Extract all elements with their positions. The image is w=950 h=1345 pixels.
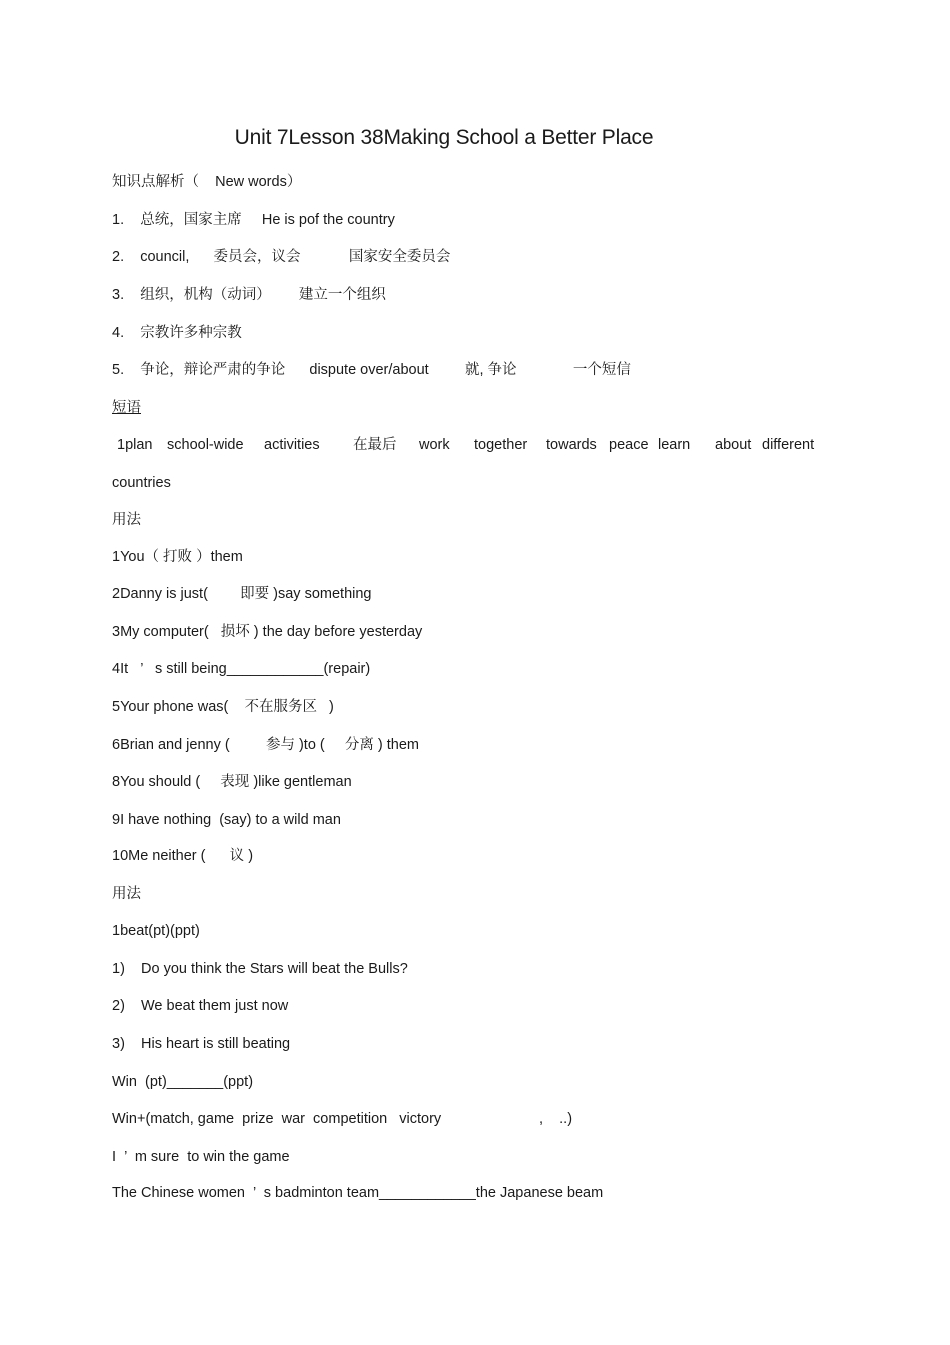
phrase-word: peace (609, 437, 649, 453)
list-item: 1. 总统，国家主席 He is pof the country (112, 212, 395, 228)
phrase-word: activities (264, 437, 320, 453)
exercise-line: 5Your phone was( 不在服务区 ) (112, 699, 334, 715)
list-item: 5. 争论，辩论严肃的争论 dispute over/about 就, 争论 一个短信 (112, 362, 631, 378)
phrase-word: learn (658, 437, 691, 453)
usage-win-tail: , ..) (539, 1111, 573, 1127)
phrase-word: about (715, 437, 752, 453)
example-sentence: 3) His heart is still beating (112, 1036, 291, 1052)
example-sentence: 2) We beat them just now (112, 998, 289, 1014)
phrase-word: 1plan (117, 437, 153, 453)
exercise-line: 4It ’ s still being____________(repair) (112, 661, 371, 677)
exercise-line: 3My computer( 损坏 ) the day before yesterday (112, 624, 423, 640)
section-heading-new-words: 知识点解析（ New words） (112, 174, 302, 190)
exercise-line: 10Me neither ( 议 ) (112, 848, 254, 864)
list-item: 2. council, 委员会，议会 国家安全委员会 (112, 249, 451, 265)
phrase-word: work (419, 437, 450, 453)
exercise-line: 2Danny is just( 即要 )say something (112, 586, 372, 602)
phrase-line-continued: countries (112, 475, 171, 491)
exercise-line: 6Brian and jenny ( 参与 )to ( 分离 ) them (112, 737, 420, 753)
exercise-line: 8You should ( 表现 )like gentleman (112, 774, 352, 790)
example-sentence: The Chinese women ’ s badminton team____________the Japanese beam (112, 1185, 604, 1201)
phrase-word: 在最后 (353, 437, 397, 453)
usage-win-text: Win+(match, game prize war competition victory (112, 1111, 442, 1127)
usage-line-win (112, 1109, 612, 1129)
phrase-word: together (474, 437, 528, 453)
example-sentence: 1) Do you think the Stars will beat the Bulls? (112, 961, 408, 977)
exercise-line: 9I have nothing (say) to a wild man (112, 812, 341, 828)
page-title: Unit 7Lesson 38Making School a Better Place (234, 126, 654, 149)
phrase-word: school-wide (167, 437, 244, 453)
phrase-word: towards (546, 437, 597, 453)
usage-line: 1beat(pt)(ppt) (112, 923, 200, 939)
list-item: 4. 宗教许多种宗教 (112, 325, 242, 341)
phrase-line (112, 435, 832, 455)
phrase-word: different (762, 437, 815, 453)
exercise-line: 1You（ 打败 ）them (112, 549, 243, 565)
list-item: 3. 组织，机构（动词） 建立一个组织 (112, 287, 386, 303)
section-heading-phrases: 短语 (112, 400, 141, 416)
usage-line: Win (pt)_______(ppt) (112, 1074, 254, 1090)
section-heading-usage: 用法 (112, 886, 141, 902)
section-heading-usage: 用法 (112, 512, 141, 528)
example-sentence: I ’ m sure to win the game (112, 1149, 290, 1165)
